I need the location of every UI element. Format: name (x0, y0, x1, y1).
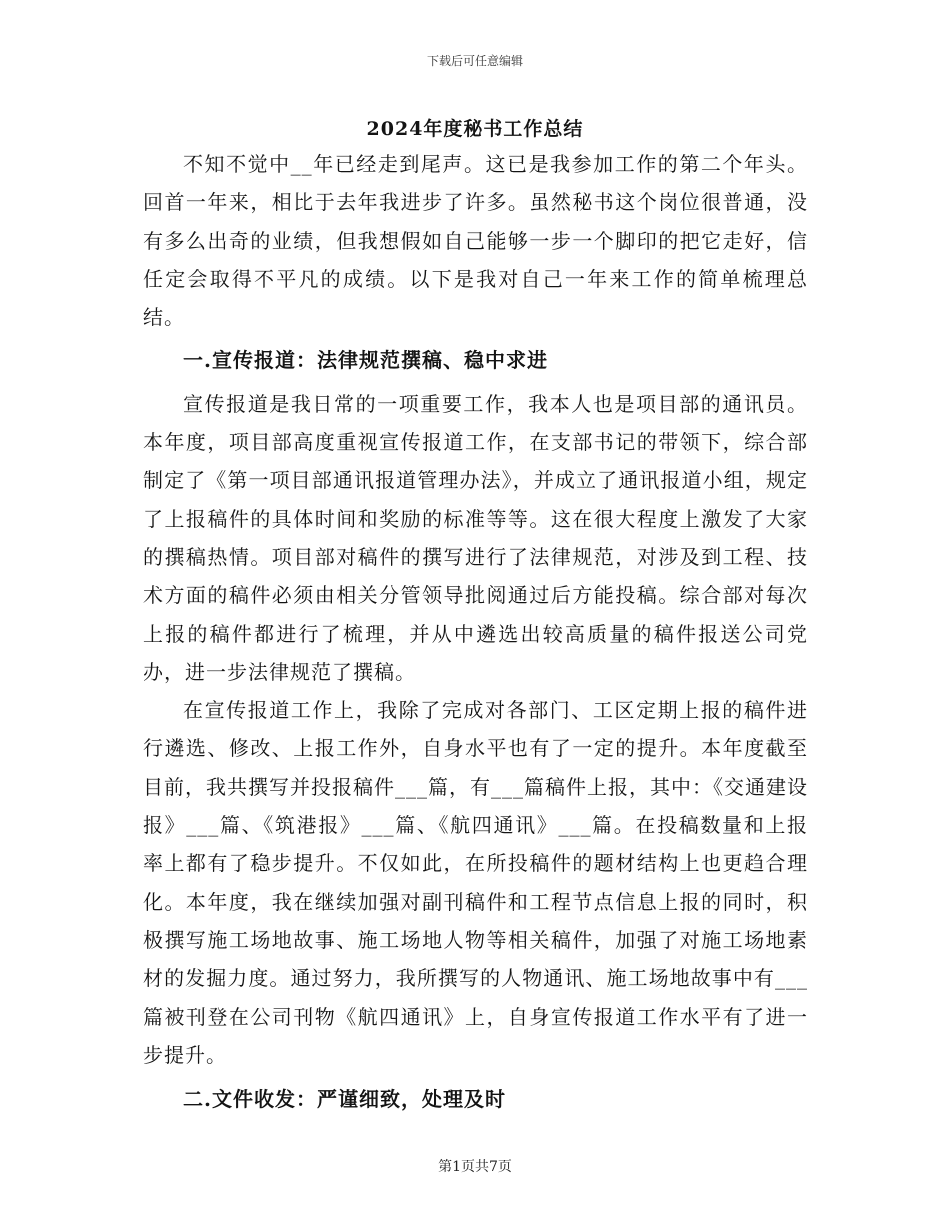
section-heading-documents: 二.文件收发：严谨细致，处理及时 (183, 1087, 506, 1112)
document-body (143, 145, 808, 1118)
page-indicator: 第1页共7页 (438, 1159, 512, 1175)
header-note: 下载后可任意编辑 (426, 54, 523, 68)
document-title: 2024年度秘书工作总结 (366, 118, 584, 140)
publicity-paragraph-2: 在宣传报道工作上，我除了完成对各部门、工区定期上报的稿件进行遴选、修改、上报工作外，自身水平也有了一定的提升。本年度截至目前，我共撰写并投报稿件___篇，有___篇稿件上报，其中：《交通建设报》___篇、《筑港报》___篇、《航四通讯》___篇。在投稿数量和上报率上都有了稳步提升。不仅如此，在所投稿件的题材结构上也更趋合理化。本年度，我在继续加强对副刊稿件和工程节点信息上报的同时，积极撰写施工场地故事、施工场地人物等相关稿件，加强了对施工场地素材的发掘力度。通过努力，我所撰写的人物通讯、施工场地故事中有___篇被刊登在公司刊物《航四通讯》上，自身宣传报道工作水平有了进一步提升。 (143, 698, 808, 1067)
intro-paragraph: 不知不觉中__年已经走到尾声。这已是我参加工作的第二个年头。回首一年来，相比于去年我进步了许多。虽然秘书这个岗位很普通，没有多么出奇的业绩，但我想假如自己能够一步一个脚印的把它走好，信任定会取得不平凡的成绩。以下是我对自己一年来工作的简单梳理总结。 (143, 152, 808, 330)
publicity-paragraph-1: 宣传报道是我日常的一项重要工作，我本人也是项目部的通讯员。本年度，项目部高度重视宣传报道工作，在支部书记的带领下，综合部制定了《第一项目部通讯报道管理办法》，并成立了通讯报道小组，规定了上报稿件的具体时间和奖励的标准等等。这在很大程度上激发了大家的撰稿热情。项目部对稿件的撰写进行了法律规范，对涉及到工程、技术方面的稿件必须由相关分管领导批阅通过后方能投稿。综合部对每次上报的稿件都进行了梳理，并从中遴选出较高质量的稿件报送公司党办，进一步法律规范了撰稿。 (143, 391, 808, 684)
section-heading-publicity: 一.宣传报道：法律规范撰稿、稳中求进 (183, 348, 548, 373)
